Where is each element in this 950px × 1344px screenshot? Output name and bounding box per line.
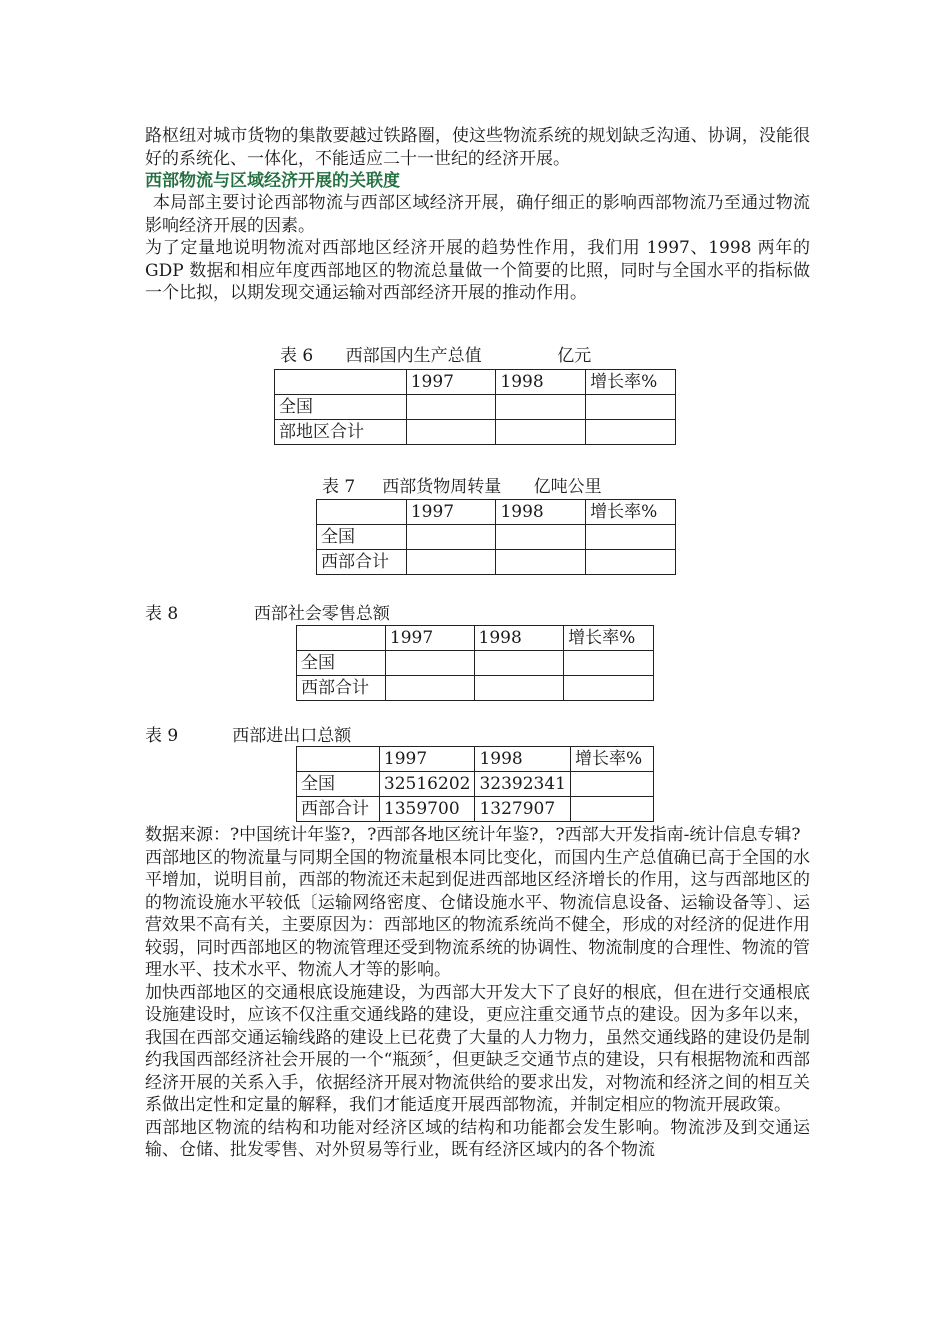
table-header-cell: 增长率% [586,500,676,525]
table-cell [474,651,564,676]
table-cell [297,747,380,772]
table-6 [274,369,676,445]
table-row [317,500,676,525]
table-row-label: 西部合计 [297,676,386,701]
data-source-note: 数据来源：?中国统计年鉴?，?西部各地区统计年鉴?，?西部大开发指南-统计信息专辑? [145,825,801,845]
table-row [275,420,676,445]
table-cell [496,525,586,550]
table-row-label: 西部合计 [297,797,380,822]
table-cell [586,550,676,575]
table-cell [586,395,676,420]
table-row [275,395,676,420]
table-cell [275,370,407,395]
table-cell [385,651,474,676]
table-header-cell: 1997 [406,500,496,525]
paragraph-section-scope: 本局部主要讨论西部物流与西部区域经济开展，确仔细正的影响西部物流乃至通过物流影响经济开展的因素。 [145,193,810,236]
table-cell [406,525,496,550]
table-cell [564,676,654,701]
table-cell [297,626,386,651]
section-heading: 西部物流与区域经济开展的关联度 [145,171,400,191]
table-cell [385,676,474,701]
table-8-caption: 表 8 西部社会零售总额 [145,604,390,624]
table-row-label: 全国 [317,525,407,550]
paragraph-method: 为了定量地说明物流对西部地区经济开展的趋势性作用，我们用 1997、1998 两年的 GDP 数据和相应年度西部地区的物流总量做一个简要的比照，同时与全国水平的指标做一个比拟，以期发现交通运输对西部经济开展的推动作用。 [145,238,810,303]
table-9 [296,746,654,822]
table-row [317,525,676,550]
table-cell: 1327907 [475,797,571,822]
table-row [275,370,676,395]
table-row [317,550,676,575]
table-header-cell: 1998 [496,370,586,395]
paragraph-analysis: 西部地区的物流量与同期全国的物流量根本同比变化，而国内生产总值确已高于全国的水平增加，说明目前，西部的物流还未起到促进西部地区经济增长的作用，这与西部地区的的物流设施水平较低〔运输网络密度、仓储设施水平、物流信息设备、运输设备等〕、运营效果不高有关，主要原因为：西部地区的物流系统尚不健全，形成的对经济的促进作用较弱，同时西部地区的物流管理还受到物流系统的协调性、物流制度的合理性、物流的管理水平、技术水平、物流人才等的影响。 [145,847,810,980]
table-header-cell: 增长率% [564,626,654,651]
table-cell [406,550,496,575]
table-row [297,772,654,797]
table-cell [586,420,676,445]
table-header-cell: 增长率% [586,370,676,395]
table-header-cell: 1997 [406,370,496,395]
table-7 [316,499,676,575]
table-header-cell: 1998 [474,626,564,651]
paragraph-intro-continuation: 路枢纽对城市货物的集散要越过铁路圈，使这些物流系统的规划缺乏沟通、协调，没能很好的系统化、一体化，不能适应二十一世纪的经济开展。 [145,126,810,169]
table-header-cell: 1997 [379,747,475,772]
table-cell: 32392341 [475,772,571,797]
paragraph-infrastructure: 加快西部地区的交通根底设施建设，为西部大开发大下了良好的根底，但在进行交通根底设施建设时，应该不仅注重交通线路的建设，更应注重交通节点的建设。因为多年以来，我国在西部交通运输线路的建设上已花费了大量的人力物力，虽然交通线路的建设仍是制约我国西部经济社会开展的一个“瓶颈〞，但更缺乏交通节点的建设，只有根据物流和西部经济开展的关系入手，依据经济开展对物流供给的要求出发，对物流和经济之间的相互关系做出定性和定量的解释，我们才能适度开展西部物流，并制定相应的物流开展政策。 [145,982,810,1115]
table-row-label: 部地区合计 [275,420,407,445]
table-cell [496,420,586,445]
table-cell [317,500,407,525]
table-header-cell: 1997 [385,626,474,651]
table-header-cell: 1998 [475,747,571,772]
table-row [297,626,654,651]
table-8 [296,625,654,701]
table-9-caption: 表 9 西部进出口总额 [145,726,352,746]
document-page [145,125,810,305]
paragraph-structure: 西部地区物流的结构和功能对经济区域的结构和功能都会发生影响。物流涉及到交通运输、仓储、批发零售、对外贸易等行业，既有经济区域内的各个物流 [145,1117,810,1160]
table-header-cell: 1998 [496,500,586,525]
table-6-caption: 表 6 西部国内生产总值 亿元 [280,346,592,366]
table-row-label: 全国 [275,395,407,420]
table-row-label: 西部合计 [317,550,407,575]
table-cell [570,772,653,797]
table-cell [496,395,586,420]
table-cell: 1359700 [379,797,475,822]
table-row [297,676,654,701]
table-header-cell: 增长率% [570,747,653,772]
table-cell [586,525,676,550]
table-cell [474,676,564,701]
document-page-lower [145,824,810,1162]
table-cell [406,395,496,420]
table-row [297,797,654,822]
table-row-label: 全国 [297,651,386,676]
table-row [297,747,654,772]
table-cell: 32516202 [379,772,475,797]
table-row [297,651,654,676]
table-7-caption: 表 7 西部货物周转量 亿吨公里 [322,477,602,497]
table-cell [570,797,653,822]
table-cell [406,420,496,445]
table-cell [496,550,586,575]
table-cell [564,651,654,676]
table-row-label: 全国 [297,772,380,797]
